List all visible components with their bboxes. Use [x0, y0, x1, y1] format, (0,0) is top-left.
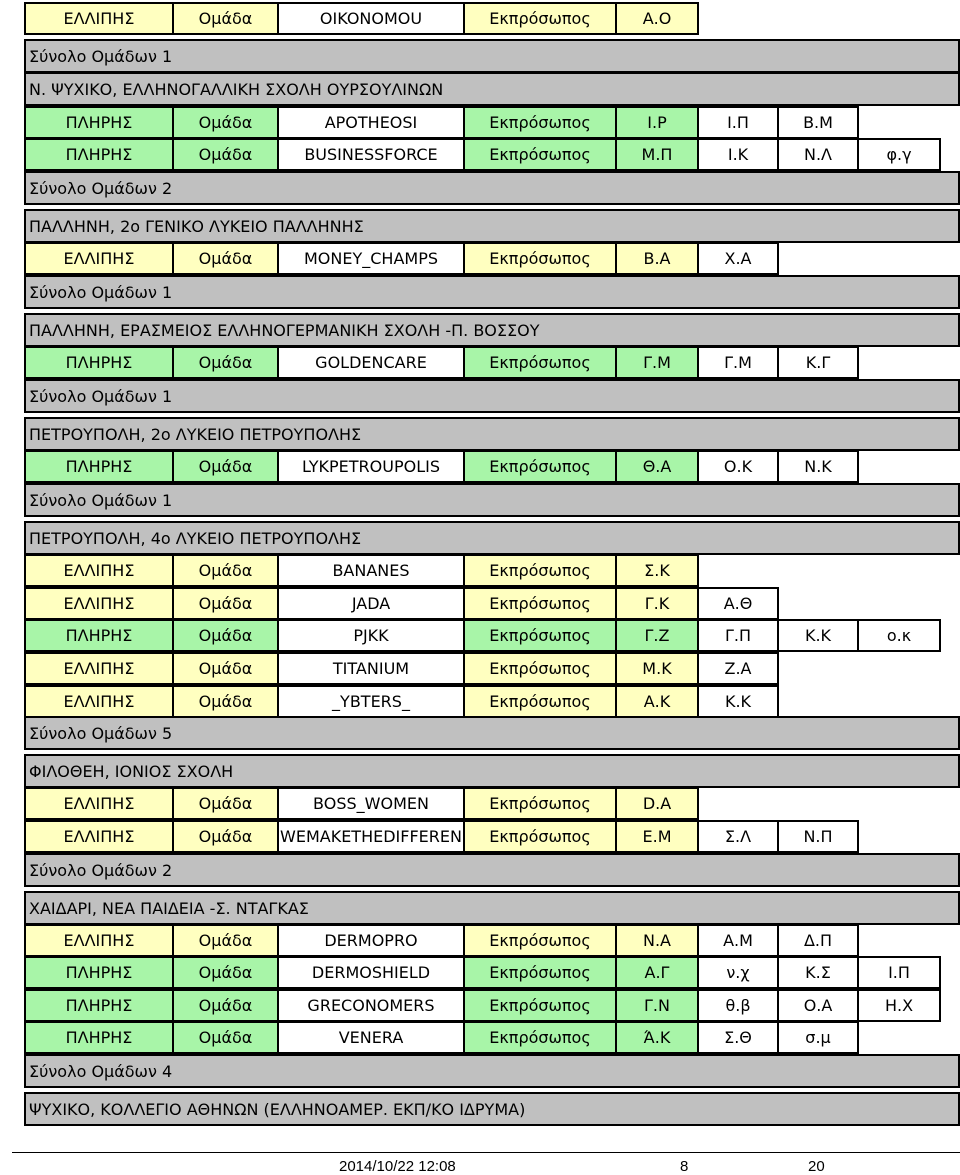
team-status: ΕΛΛΙΠΗΣ	[24, 924, 174, 957]
member-initials: Α.Θ	[697, 587, 779, 620]
member-initials: D.Α	[615, 787, 699, 820]
member-initials: Ε.Μ	[615, 820, 699, 853]
member-initials: Σ.Θ	[697, 1021, 779, 1054]
footer-page-number: 8	[680, 1158, 689, 1175]
member-initials: σ.μ	[777, 1021, 859, 1054]
member-initials: Ι.Κ	[697, 138, 779, 171]
member-initials: Η.Χ	[857, 989, 941, 1022]
team-status: ΠΛΗΡΗΣ	[24, 346, 174, 379]
school-header: ΦΙΛΟΘΕΗ, ΙΟΝΙΟΣ ΣΧΟΛΗ	[24, 754, 960, 788]
member-initials: Κ.Σ	[777, 956, 859, 989]
member-initials: Ν.Λ	[777, 138, 859, 171]
team-name: GOLDENCARE	[277, 346, 465, 379]
representative-label: Εκπρόσωπος	[463, 346, 617, 379]
team-name: _YBTERS_	[277, 685, 465, 718]
member-initials: Γ.Ζ	[615, 619, 699, 652]
member-initials: Α.Ο	[615, 2, 699, 35]
member-initials: Σ.Κ	[615, 554, 699, 587]
group-label: Ομάδα	[172, 554, 279, 587]
group-label: Ομάδα	[172, 450, 279, 483]
team-status: ΠΛΗΡΗΣ	[24, 138, 174, 171]
group-label: Ομάδα	[172, 242, 279, 275]
footer-rule	[12, 1152, 960, 1153]
team-name: DERMOSHIELD	[277, 956, 465, 989]
team-name: GRECONOMERS	[277, 989, 465, 1022]
group-total: Σύνολο Ομάδων 1	[24, 379, 960, 413]
member-initials: Ζ.Α	[697, 652, 779, 685]
team-name: DERMOPRO	[277, 924, 465, 957]
group-total: Σύνολο Ομάδων 1	[24, 483, 960, 517]
team-status: ΠΛΗΡΗΣ	[24, 956, 174, 989]
representative-label: Εκπρόσωπος	[463, 587, 617, 620]
member-initials: θ.β	[697, 989, 779, 1022]
member-initials: Κ.Κ	[697, 685, 779, 718]
team-status: ΕΛΛΙΠΗΣ	[24, 242, 174, 275]
member-initials: Γ.Ν	[615, 989, 699, 1022]
team-name: WEMAKETHEDIFFEREN	[277, 820, 465, 853]
member-initials: Κ.Κ	[777, 619, 859, 652]
team-name: BANANES	[277, 554, 465, 587]
group-label: Ομάδα	[172, 989, 279, 1022]
member-initials: Ν.Κ	[777, 450, 859, 483]
team-name: JADA	[277, 587, 465, 620]
member-initials: Δ.Π	[777, 924, 859, 957]
member-initials: Ο.Κ	[697, 450, 779, 483]
representative-label: Εκπρόσωπος	[463, 685, 617, 718]
representative-label: Εκπρόσωπος	[463, 820, 617, 853]
member-initials: Μ.Κ	[615, 652, 699, 685]
member-initials: Ν.Α	[615, 924, 699, 957]
team-name: VENERA	[277, 1021, 465, 1054]
member-initials: Σ.Λ	[697, 820, 779, 853]
footer-total-pages: 20	[808, 1158, 825, 1175]
member-initials: Ο.Α	[777, 989, 859, 1022]
team-status: ΕΛΛΙΠΗΣ	[24, 820, 174, 853]
group-total: Σύνολο Ομάδων 1	[24, 275, 960, 309]
school-header: ΠΕΤΡΟΥΠΟΛΗ, 2ο ΛΥΚΕΙΟ ΠΕΤΡΟΥΠΟΛΗΣ	[24, 417, 960, 451]
team-status: ΕΛΛΙΠΗΣ	[24, 554, 174, 587]
group-label: Ομάδα	[172, 652, 279, 685]
member-initials: Μ.Π	[615, 138, 699, 171]
group-label: Ομάδα	[172, 956, 279, 989]
team-status: ΠΛΗΡΗΣ	[24, 989, 174, 1022]
member-initials: Ι.Ρ	[615, 106, 699, 139]
member-initials: Ά.Κ	[615, 1021, 699, 1054]
member-initials: Α.Κ	[615, 685, 699, 718]
representative-label: Εκπρόσωπος	[463, 619, 617, 652]
school-header: ΨΥΧΙΚΟ, ΚΟΛΛΕΓΙΟ ΑΘΗΝΩΝ (ΕΛΛΗΝΟΑΜΕΡ. ΕΚΠ/ΚΟ ΙΔΡΥΜΑ)	[24, 1092, 960, 1126]
team-status: ΕΛΛΙΠΗΣ	[24, 587, 174, 620]
group-total: Σύνολο Ομάδων 1	[24, 39, 960, 73]
group-label: Ομάδα	[172, 587, 279, 620]
school-header: ΠΕΤΡΟΥΠΟΛΗ, 4ο ΛΥΚΕΙΟ ΠΕΤΡΟΥΠΟΛΗΣ	[24, 521, 960, 555]
school-header: ΠΑΛΛΗΝΗ, ΕΡΑΣΜΕΙΟΣ ΕΛΛΗΝΟΓΕΡΜΑΝΙΚΗ ΣΧΟΛΗ -Π. ΒΟΣΣΟΥ	[24, 313, 960, 347]
school-header: Ν. ΨΥΧΙΚΟ, ΕΛΛΗΝΟΓΑΛΛΙΚΗ ΣΧΟΛΗ ΟΥΡΣΟΥΛΙΝΩΝ	[24, 72, 960, 106]
team-status: ΕΛΛΙΠΗΣ	[24, 2, 174, 35]
representative-label: Εκπρόσωπος	[463, 138, 617, 171]
member-initials: ο.κ	[857, 619, 941, 652]
team-status: ΠΛΗΡΗΣ	[24, 450, 174, 483]
group-total: Σύνολο Ομάδων 4	[24, 1054, 960, 1088]
team-status: ΕΛΛΙΠΗΣ	[24, 652, 174, 685]
team-status: ΕΛΛΙΠΗΣ	[24, 787, 174, 820]
representative-label: Εκπρόσωπος	[463, 956, 617, 989]
representative-label: Εκπρόσωπος	[463, 787, 617, 820]
group-label: Ομάδα	[172, 787, 279, 820]
member-initials: Γ.Π	[697, 619, 779, 652]
representative-label: Εκπρόσωπος	[463, 652, 617, 685]
footer-timestamp: 2014/10/22 12:08	[339, 1158, 456, 1175]
team-name: OIKONOMOU	[277, 2, 465, 35]
group-label: Ομάδα	[172, 820, 279, 853]
team-name: APOTHEOSI	[277, 106, 465, 139]
school-header: ΠΑΛΛΗΝΗ, 2ο ΓΕΝΙΚΟ ΛΥΚΕΙΟ ΠΑΛΛΗΝΗΣ	[24, 209, 960, 243]
team-name: LYKPETROUPOLIS	[277, 450, 465, 483]
team-status: ΕΛΛΙΠΗΣ	[24, 685, 174, 718]
representative-label: Εκπρόσωπος	[463, 989, 617, 1022]
member-initials: Α.Μ	[697, 924, 779, 957]
team-name: PJKK	[277, 619, 465, 652]
team-status: ΠΛΗΡΗΣ	[24, 1021, 174, 1054]
group-label: Ομάδα	[172, 138, 279, 171]
representative-label: Εκπρόσωπος	[463, 554, 617, 587]
team-name: BOSS_WOMEN	[277, 787, 465, 820]
group-label: Ομάδα	[172, 924, 279, 957]
team-name: MONEY_CHAMPS	[277, 242, 465, 275]
representative-label: Εκπρόσωπος	[463, 1021, 617, 1054]
group-label: Ομάδα	[172, 619, 279, 652]
member-initials: Β.Α	[615, 242, 699, 275]
school-header: ΧΑΙΔΑΡΙ, ΝΕΑ ΠΑΙΔΕΙΑ -Σ. ΝΤΑΓΚΑΣ	[24, 891, 960, 925]
group-label: Ομάδα	[172, 685, 279, 718]
member-initials: Γ.Κ	[615, 587, 699, 620]
team-name: BUSINESSFORCE	[277, 138, 465, 171]
group-label: Ομάδα	[172, 346, 279, 379]
representative-label: Εκπρόσωπος	[463, 106, 617, 139]
group-label: Ομάδα	[172, 106, 279, 139]
group-total: Σύνολο Ομάδων 2	[24, 171, 960, 205]
member-initials: Γ.Μ	[697, 346, 779, 379]
member-initials: Ν.Π	[777, 820, 859, 853]
group-total: Σύνολο Ομάδων 2	[24, 853, 960, 887]
group-label: Ομάδα	[172, 1021, 279, 1054]
member-initials: Ι.Π	[697, 106, 779, 139]
member-initials: ν.χ	[697, 956, 779, 989]
member-initials: Β.Μ	[777, 106, 859, 139]
team-status: ΠΛΗΡΗΣ	[24, 619, 174, 652]
team-name: TITANIUM	[277, 652, 465, 685]
representative-label: Εκπρόσωπος	[463, 242, 617, 275]
group-label: Ομάδα	[172, 2, 279, 35]
representative-label: Εκπρόσωπος	[463, 2, 617, 35]
member-initials: Ι.Π	[857, 956, 941, 989]
member-initials: Γ.Μ	[615, 346, 699, 379]
member-initials: Χ.Α	[697, 242, 779, 275]
representative-label: Εκπρόσωπος	[463, 450, 617, 483]
member-initials: Θ.Α	[615, 450, 699, 483]
member-initials: φ.γ	[857, 138, 941, 171]
member-initials: Κ.Γ	[777, 346, 859, 379]
team-status: ΠΛΗΡΗΣ	[24, 106, 174, 139]
member-initials: Α.Γ	[615, 956, 699, 989]
group-total: Σύνολο Ομάδων 5	[24, 716, 960, 750]
representative-label: Εκπρόσωπος	[463, 924, 617, 957]
